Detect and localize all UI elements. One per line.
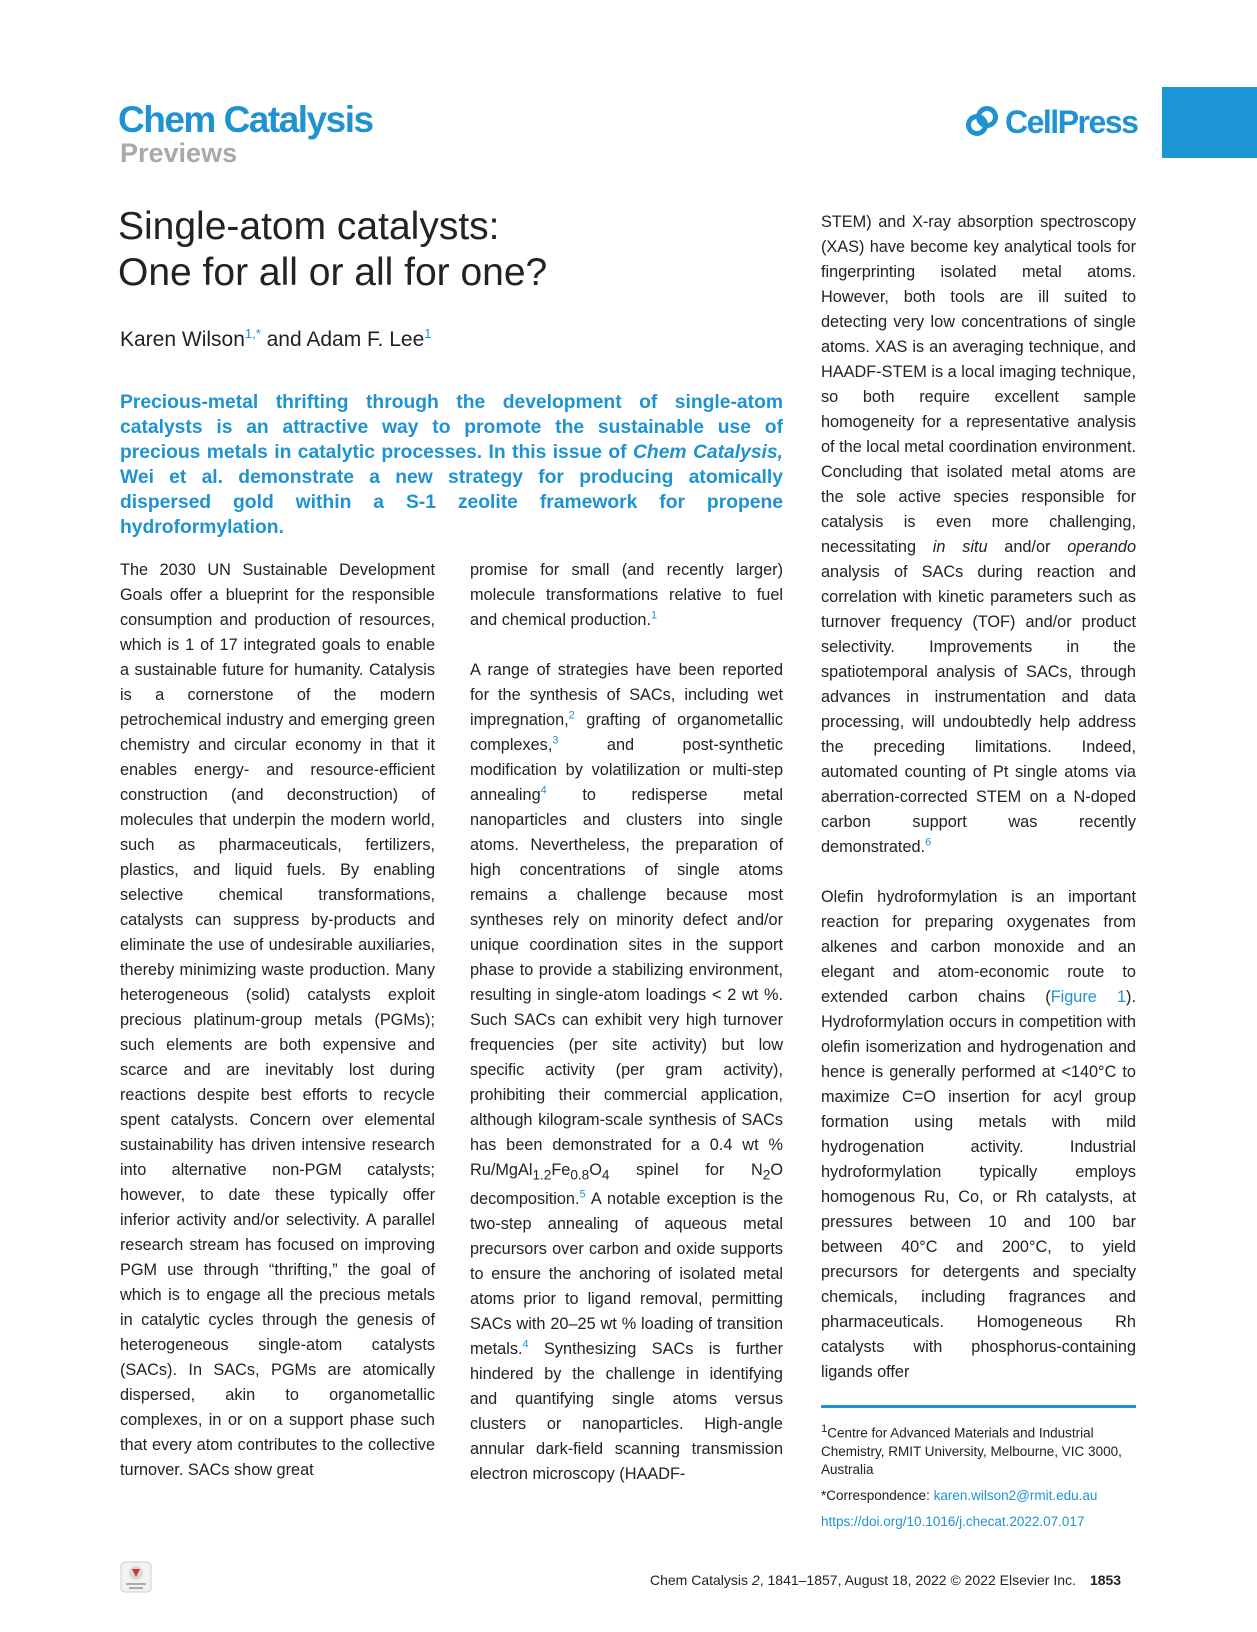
header-color-tab (1162, 87, 1257, 158)
paragraph-text: O (589, 1161, 602, 1179)
citation-link[interactable]: 3 (552, 734, 559, 747)
paragraph (470, 658, 783, 1487)
page-number: 1853 (1089, 1572, 1122, 1588)
journal-title: Chem Catalysis (118, 99, 373, 140)
title-line-2: One for all or all for one? (118, 251, 548, 294)
citation-link[interactable]: 6 (925, 836, 932, 849)
paragraph-text: ). Hydroformylation occurs in competition with olefin isomerization and hydrogenation and hence is generally performed at <140°C to maximize C=O insertion for acyl group formation using metals with mild hydrogenation activity. Industrial hydroformylation typically employs homogenous Ru, Co, or Rh catalysts, at pressures between 10 and 100 bar between 40°C and 200°C, to yield precursors for detergents and specialty chemicals, including fragrances and pharmaceuticals. Homogeneous Rh catalysts with phosphorus-containing ligands offer (821, 988, 1136, 1381)
paragraph-text: grafting of organometallic complexes, (470, 711, 783, 754)
body-column-3 (821, 210, 1136, 1410)
paragraph-text: to redisperse metal nanoparticles and clusters into single atoms. Nevertheless, the preparation of high concentrations of single atoms remains a challenge because most syntheses rely on minority defect and/or unique coordination sites in the support phase to provide a stabilizing environment, resulting in single-atom loadings < 2 wt %. Such SACs can exhibit very high turnover frequencies (per site activity) but low specific activity (per gram activity), prohibiting their commercial application, although kilogram-scale synthesis of SACs has been demonstrated for a 0.4 wt % Ru/MgAl (470, 786, 783, 1179)
author-name: Adam F. Lee (306, 328, 425, 351)
affiliation-number: 1 (821, 1423, 828, 1435)
correspondence-label: *Correspondence: (821, 1487, 934, 1503)
citation-link[interactable]: 4 (540, 784, 547, 797)
publisher-name: CellPress (1005, 103, 1138, 140)
section-label: Previews (120, 138, 238, 168)
paragraph-text: Olefin hydroformylation is an important reaction for preparing oxygenates from alkenes and carbon monoxide and an elegant and atom-economic route to extended carbon chains ( (821, 888, 1136, 1006)
paragraph-text: and post-synthetic modification by volatilization or multi-step annealing (470, 736, 783, 804)
citation-link[interactable]: 5 (579, 1188, 586, 1201)
title-line-1: Single-atom catalysts: (118, 205, 500, 248)
footnote (821, 1420, 1136, 1539)
citation-link[interactable]: 1 (651, 609, 658, 622)
italic-term: in situ (932, 538, 988, 556)
paragraph-text: analysis of SACs during reaction and correlation with kinetic parameters such as turnover frequency (TOF) and/or product selectivity. Improvements in the spatiotemporal analysis of SACs, through advances in instrumentation and data processing, will undoubtedly help address the preceding limitations. Indeed, automated counting of Pt single atoms via aberration-corrected STEM on a N-doped carbon support was recently demonstrated. (821, 563, 1136, 856)
paragraph-text: promise for small (and recently larger) molecule transformations relative to fuel and chemical production. (470, 561, 783, 629)
article-title (118, 204, 758, 296)
body-column-2 (470, 558, 783, 1512)
paragraph-text: Fe (551, 1161, 571, 1179)
italic-term: operando (1067, 538, 1136, 556)
email-link[interactable]: karen.wilson2@rmit.edu.au (933, 1487, 1098, 1503)
publisher-logo[interactable] (965, 102, 1137, 142)
paragraph-text: spinel for N (609, 1161, 763, 1179)
paragraph-text: and/or (987, 538, 1068, 556)
abstract-journal-italic: Chem Catalysis, (633, 442, 783, 463)
abstract-text: Wei et al. demonstrate a new strategy for producing atomically dispersed gold within a S-1 zeolite framework for propene hydroformylation. (120, 467, 783, 538)
paragraph-text: A notable exception is the two-step annealing of aqueous metal precursors over carbon and oxide supports to ensure the anchoring of isolated metal atoms prior to ligand removal, permitting SACs with 20–25 wt % loading of transition metals. (470, 1190, 783, 1359)
author-affiliation-ref[interactable]: 1,* (244, 326, 261, 341)
citation-journal: Chem Catalysis (650, 1572, 752, 1588)
paragraph (821, 885, 1136, 1385)
check-for-updates-icon[interactable] (120, 1561, 152, 1593)
paragraph-text: O decomposition. (470, 1161, 783, 1209)
body-column-1 (120, 558, 435, 1508)
cellpress-icon (965, 105, 999, 139)
abstract-text: Precious-metal thrifting through the development of single-atom catalysts is an attractive way to promote the sustainable use of precious metals in catalytic processes. In this issue of (120, 392, 783, 463)
subscript: 0.8 (570, 1167, 590, 1183)
correspondence (821, 1487, 1136, 1505)
paragraph (821, 210, 1136, 860)
author-name: Karen Wilson (120, 328, 245, 351)
citation-details: , 1841–1857, August 18, 2022 © 2022 Elsevier Inc. (759, 1572, 1076, 1588)
citation-link[interactable]: 4 (522, 1338, 529, 1351)
page-footer (650, 1572, 1121, 1588)
footnote-divider (821, 1405, 1136, 1408)
paragraph (470, 558, 783, 633)
author-affiliation-ref[interactable]: 1 (424, 326, 432, 341)
author-separator: and (260, 328, 307, 351)
doi (821, 1513, 1136, 1531)
subscript: 4 (601, 1167, 610, 1183)
figure-link[interactable]: Figure 1 (1050, 988, 1127, 1006)
paragraph-text: STEM) and X-ray absorption spectroscopy (XAS) have become key analytical tools for fingerprinting isolated metal atoms. However, both tools are ill suited to detecting very low concentrations of single atoms. XAS is an averaging technique, and HAADF-STEM is a local imaging technique, so both require excellent sample homogeneity for a representative analysis of the local metal coordination environment. Concluding that isolated metal atoms are the sole active species responsible for catalysis is even more challenging, necessitating (821, 213, 1136, 556)
subscript: 2 (762, 1167, 771, 1183)
paragraph-text: Synthesizing SACs is further hindered by the challenge in identifying and quantifying single atoms versus clusters or nanoparticles. High-angle annular dark-field scanning transmission electron microscopy (HAADF- (470, 1340, 783, 1484)
author-list (120, 326, 432, 352)
doi-link[interactable]: https://doi.org/10.1016/j.checat.2022.07.017 (821, 1513, 1085, 1529)
paragraph: The 2030 UN Sustainable Development Goals offer a blueprint for the responsible consumption and production of resources, which is 1 of 17 integrated goals to enable a sustainable future for humanity. Catalysis is a cornerstone of the modern petrochemical industry and emerging green chemistry and circular economy in that it enables energy- and resource-efficient construction (and deconstruction) of molecules that underpin the modern world, such as pharmaceuticals, fertilizers, plastics, and liquid fuels. By enabling selective chemical transformations, catalysts can suppress by-products and eliminate the use of undesirable auxiliaries, thereby minimizing waste production. Many heterogeneous (solid) catalysts exploit precious platinum-group metals (PGMs); such elements are both expensive and scarce and are inevitably lost during reactions despite best efforts to recycle spent catalysts. Concern over elemental sustainability has driven intensive research into alternative non-PGM catalysts; however, to date these typically offer inferior activity and/or selectivity. A parallel research stream has focused on improving PGM use through “thrifting,” the goal of which is to engage all the precious metals in catalytic cycles through the genesis of heterogeneous single-atom catalysts (SACs). In SACs, PGMs are atomically dispersed, akin to organometallic complexes, in or on a support phase such that every atom contributes to the collective turnover. SACs show great (120, 561, 435, 1479)
affiliation (821, 1420, 1136, 1479)
affiliation-text: Centre for Advanced Materials and Industrial Chemistry, RMIT University, Melbourne, VIC 3000, Australia (821, 1425, 1122, 1477)
citation-volume: 2 (751, 1572, 760, 1588)
subscript: 1.2 (532, 1167, 552, 1183)
citation-link[interactable]: 2 (568, 709, 575, 722)
paragraph-text: A range of strategies have been reported for the synthesis of SACs, including wet impregnation, (470, 661, 783, 729)
abstract (120, 390, 783, 540)
